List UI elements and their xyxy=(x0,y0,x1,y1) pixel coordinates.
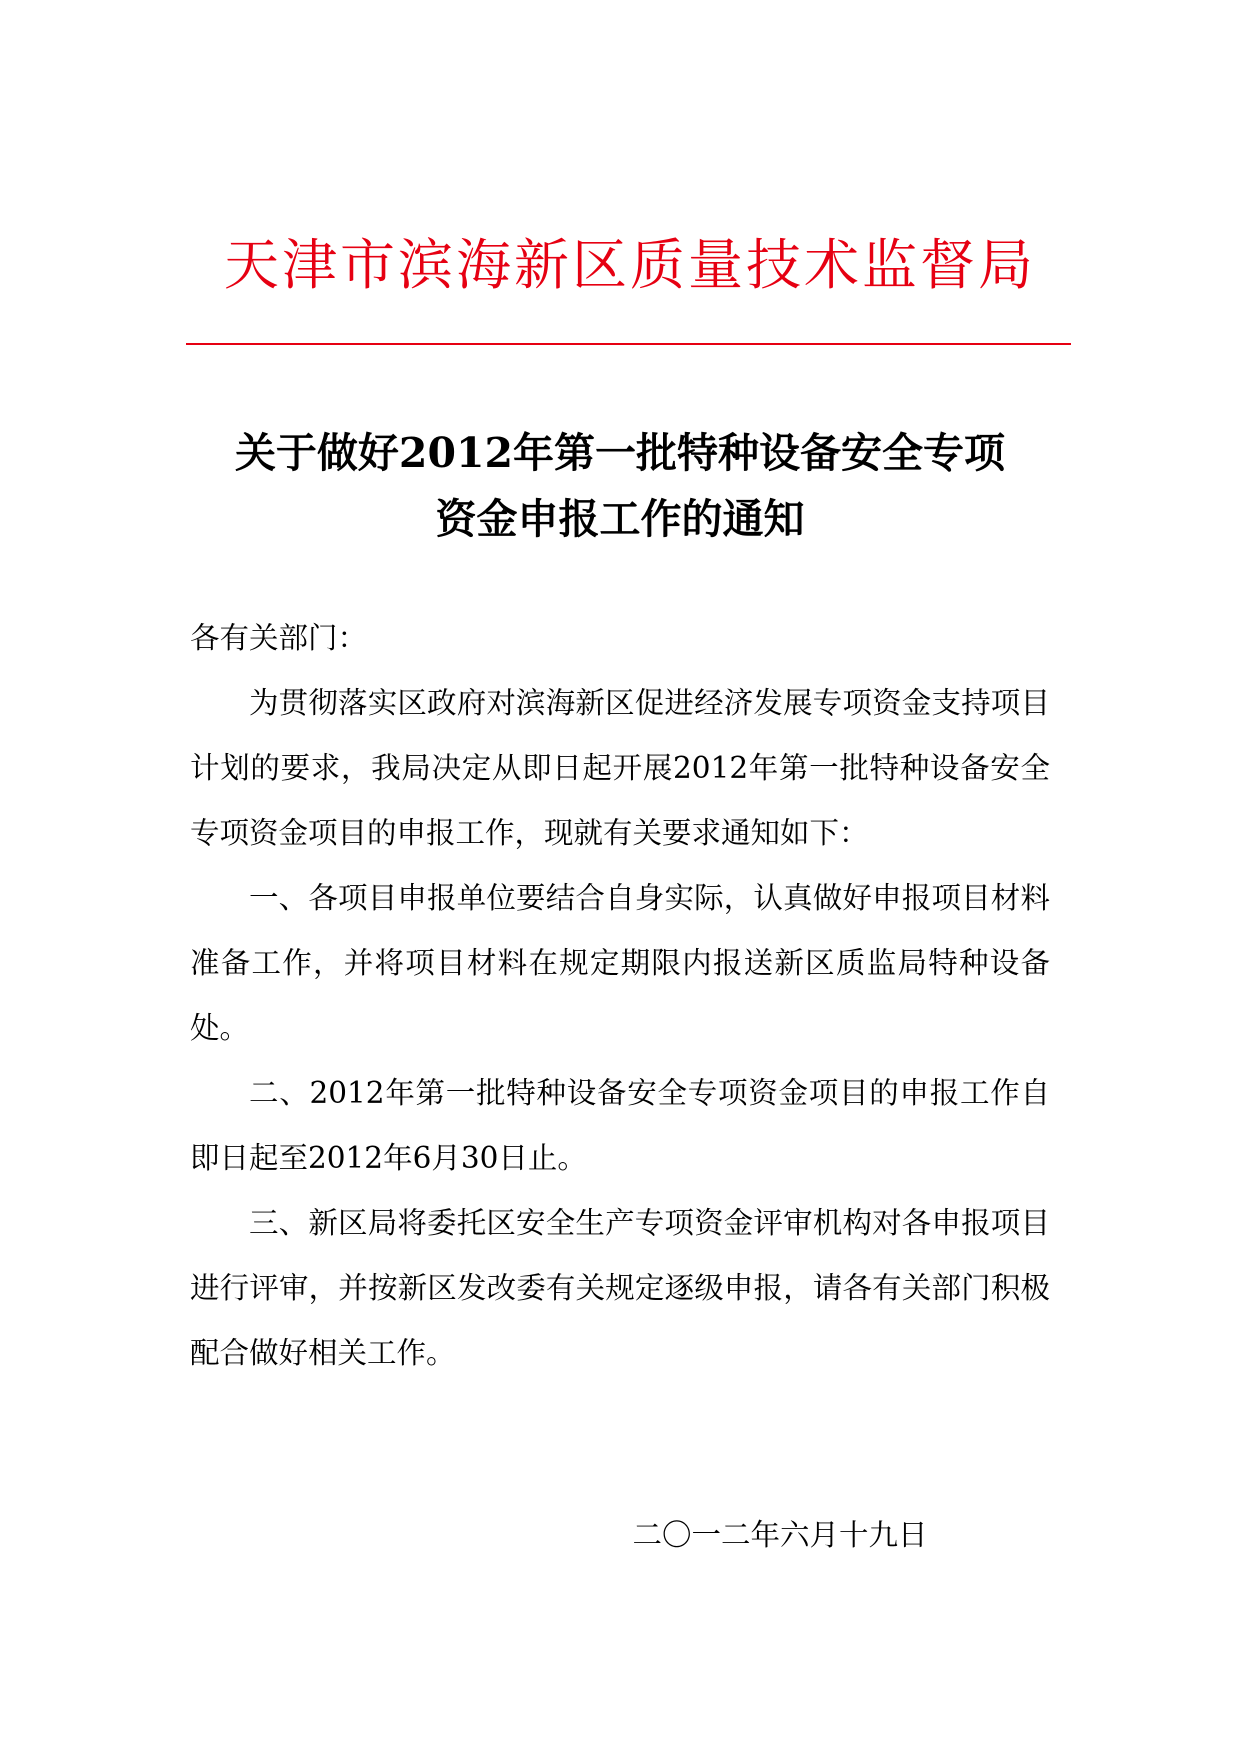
signature-date: 二〇一二年六月十九日 xyxy=(632,1518,928,1552)
body-paragraph-item-3: 三、新区局将委托区安全生产专项资金评审机构对各申报项目进行评审，并按新区发改委有关规定逐级申报，请各有关部门积极配合做好相关工作。 xyxy=(190,1206,1050,1370)
salutation: 各有关部门： xyxy=(190,621,368,655)
document-title xyxy=(150,420,1090,552)
document-body xyxy=(190,606,1050,1386)
body-paragraph-intro: 为贯彻落实区政府对滨海新区促进经济发展专项资金支持项目计划的要求，我局决定从即日起开展2012年第一批特种设备安全专项资金项目的申报工作，现就有关要求通知如下： xyxy=(190,686,1050,850)
letterhead-agency-name: 天津市滨海新区质量技术监督局 xyxy=(223,233,1036,297)
document-title-line-1: 关于做好2012年第一批特种设备安全专项 xyxy=(234,429,1006,477)
body-paragraph-item-2: 二、2012年第一批特种设备安全专项资金项目的申报工作自即日起至2012年6月30日止。 xyxy=(190,1076,1050,1175)
document-title-line-2: 资金申报工作的通知 xyxy=(435,495,805,543)
letterhead-divider xyxy=(186,343,1071,345)
body-paragraph-item-1: 一、各项目申报单位要结合自身实际，认真做好申报项目材料准备工作，并将项目材料在规定期限内报送新区质监局特种设备处。 xyxy=(190,881,1050,1045)
